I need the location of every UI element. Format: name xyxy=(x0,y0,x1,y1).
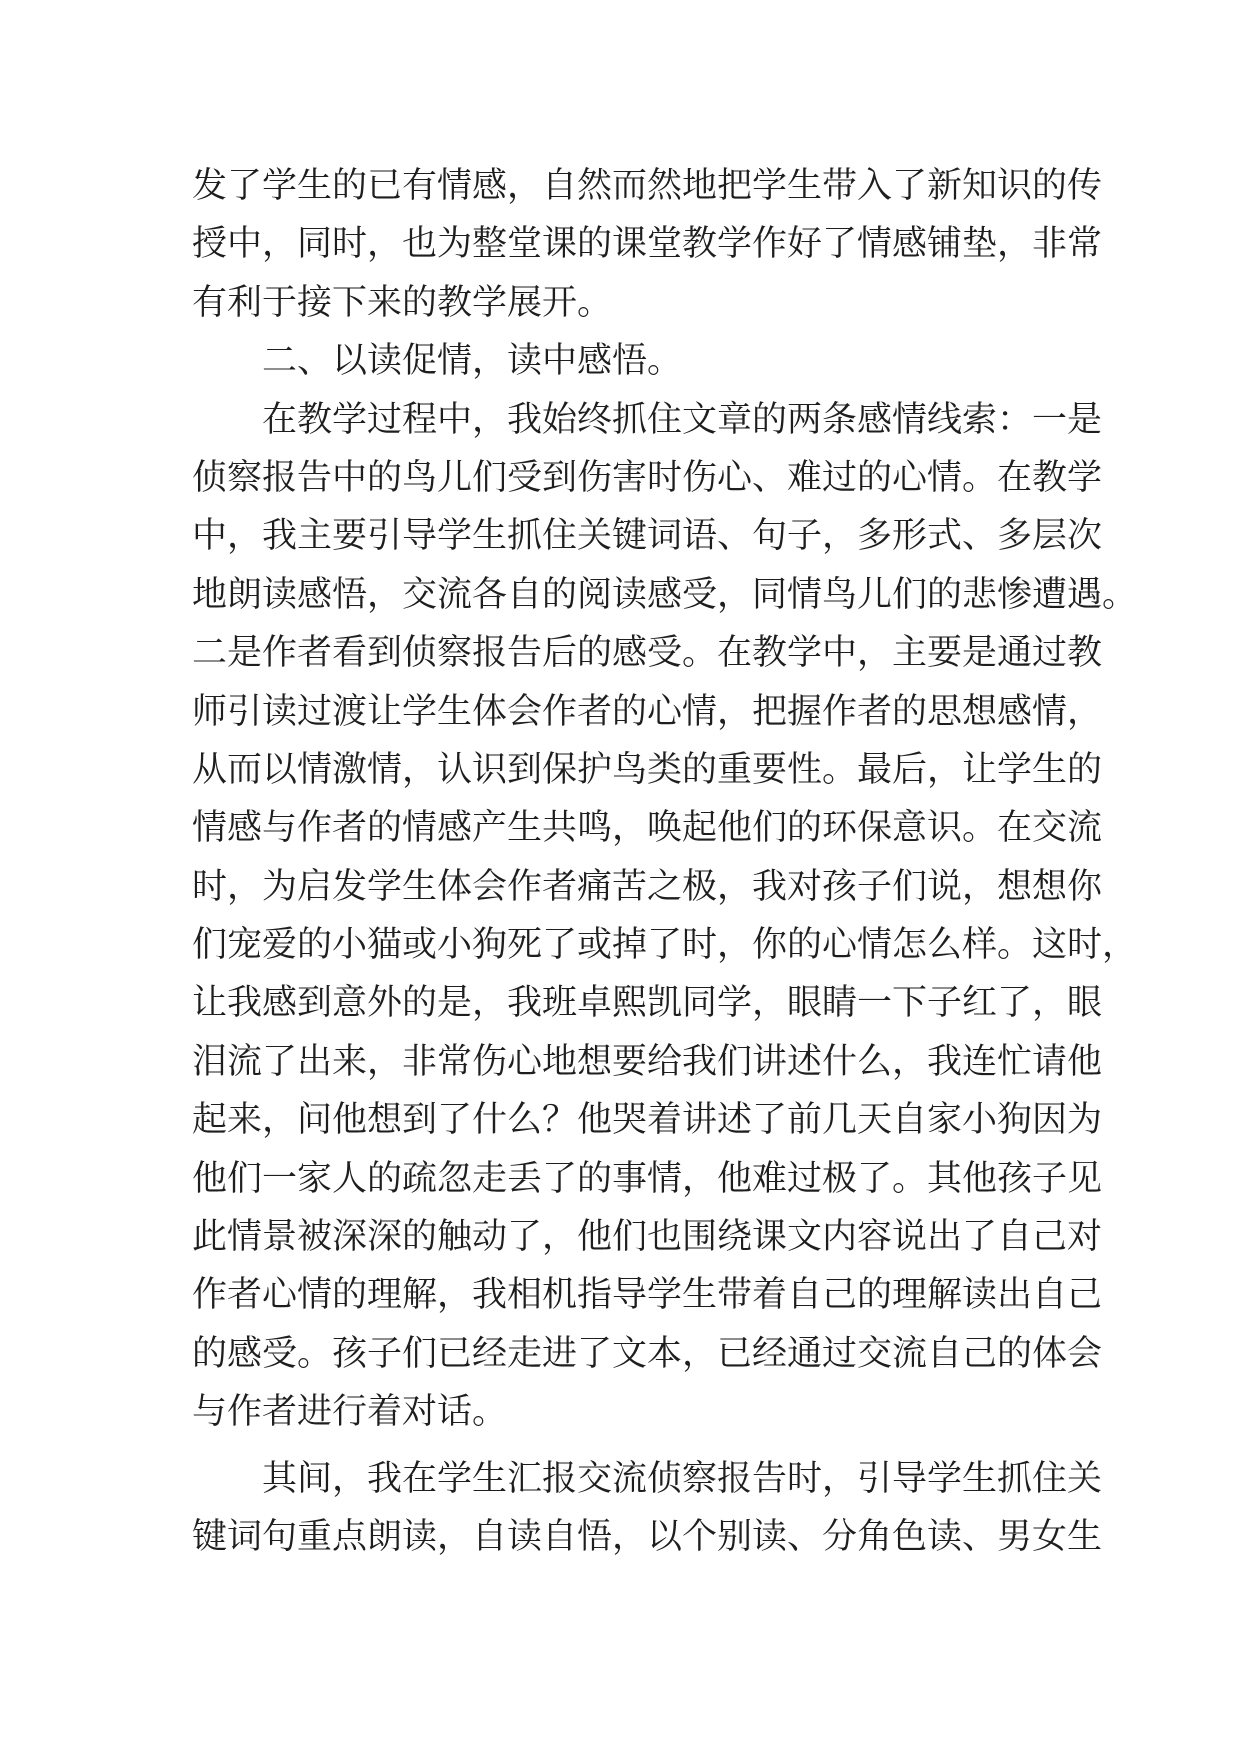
text-line: 发了学生的已有情感，自然而然地把学生带入了新知识的传 xyxy=(192,166,1103,206)
text-line: 起来，问他想到了什么？他哭着讲述了前几天自家小狗因为 xyxy=(192,1100,1103,1141)
body-text xyxy=(192,157,1138,1566)
text-line: 让我感到意外的是，我班卓熙凯同学，眼睛一下子红了，眼 xyxy=(192,983,1103,1024)
text-line: 作者心情的理解，我相机指导学生带着自己的理解读出自己 xyxy=(192,1275,1103,1316)
text-line: 的感受。孩子们已经走进了文本，已经通过交流自己的体会 xyxy=(192,1333,1103,1374)
text-line: 他们一家人的疏忽走丢了的事情，他难过极了。其他孩子见 xyxy=(192,1158,1103,1199)
text-line: 与作者进行着对话。 xyxy=(192,1392,508,1433)
text-line: 键词句重点朗读，自读自悟，以个别读、分角色读、男女生 xyxy=(192,1516,1103,1557)
section-heading xyxy=(192,332,1064,390)
text-line: 授中，同时，也为整堂课的课堂教学作好了情感铺垫，非常 xyxy=(192,224,1103,265)
paragraph-gap xyxy=(192,1442,1064,1450)
text-line: 师引读过渡让学生体会作者的心情，把握作者的思想感情， xyxy=(192,691,1103,732)
text-line: 侦察报告中的鸟儿们受到伤害时伤心、难过的心情。在教学 xyxy=(192,457,1103,498)
text-line: 其间，我在学生汇报交流侦察报告时，引导学生抓住关 xyxy=(192,1458,1103,1499)
text-line: 地朗读感悟，交流各自的阅读感受，同情鸟儿们的悲惨遭遇。 xyxy=(192,574,1138,615)
text-line: 从而以情激情，认识到保护鸟类的重要性。最后，让学生的 xyxy=(192,749,1103,790)
text-line: 此情景被深深的触动了，他们也围绕课文内容说出了自己对 xyxy=(192,1217,1103,1258)
text-line: 中，我主要引导学生抓住关键词语、句子，多形式、多层次 xyxy=(192,516,1103,557)
paragraph-reading-methods xyxy=(192,1450,1103,1567)
paragraph-intro-continuation xyxy=(192,157,1103,332)
text-line: 情感与作者的情感产生共鸣，唤起他们的环保意识。在交流 xyxy=(192,808,1103,849)
text-line: 时，为启发学生体会作者痛苦之极，我对孩子们说，想想你 xyxy=(192,866,1103,907)
text-line: 们宠爱的小猫或小狗死了或掉了时，你的心情怎么样。这时， xyxy=(192,925,1138,966)
heading-line: 二、以读促情，读中感悟。 xyxy=(192,341,683,382)
paragraph-main xyxy=(192,391,1138,1442)
text-line: 泪流了出来，非常伤心地想要给我们讲述什么，我连忙请他 xyxy=(192,1041,1103,1082)
text-line: 在教学过程中，我始终抓住文章的两条感情线索：一是 xyxy=(192,399,1103,440)
text-line: 二是作者看到侦察报告后的感受。在教学中，主要是通过教 xyxy=(192,633,1103,674)
text-line: 有利于接下来的教学展开。 xyxy=(192,282,613,323)
